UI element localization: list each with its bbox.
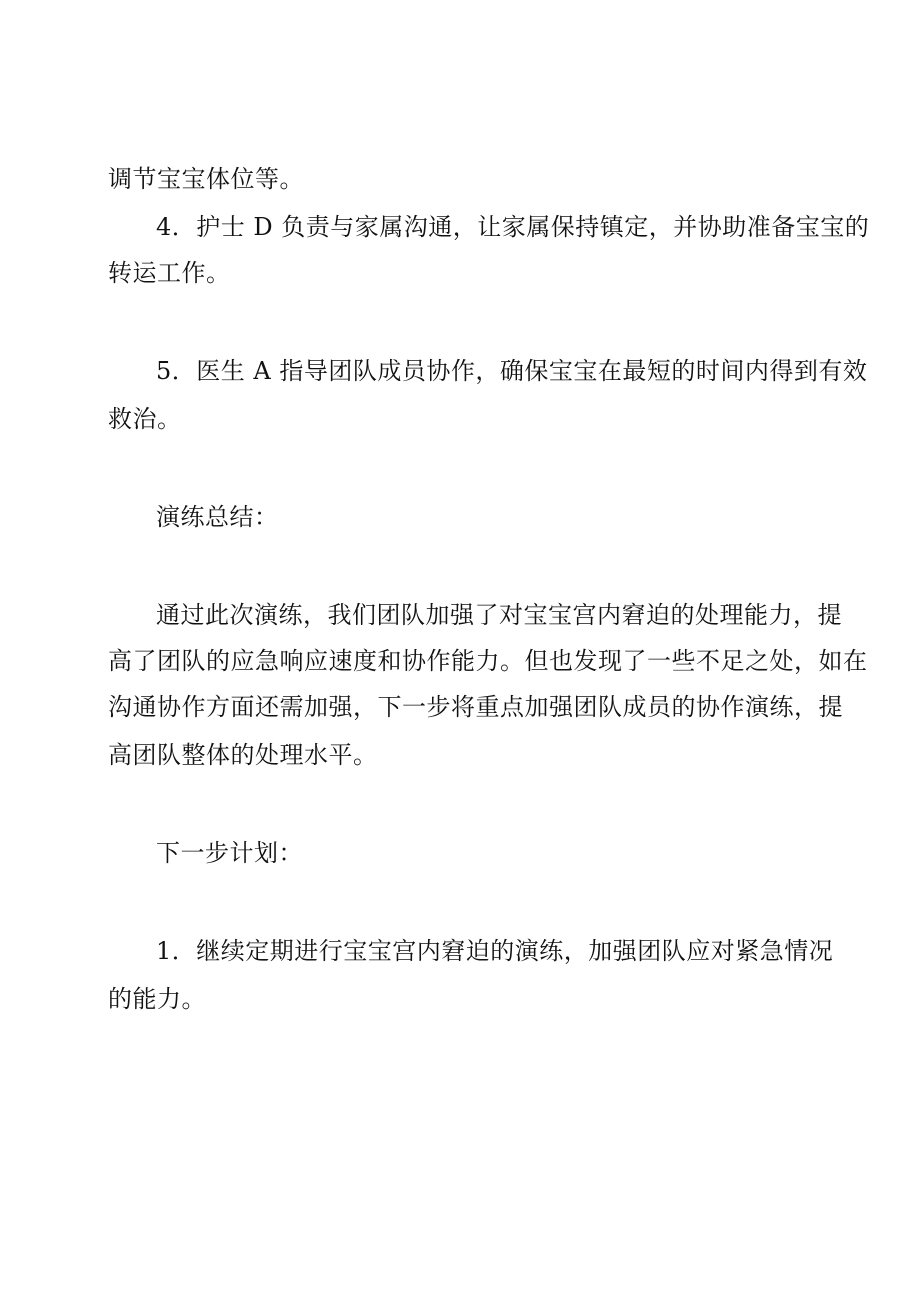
item-5-line-1 (156, 356, 867, 386)
summary-heading: 演练总结： (156, 503, 279, 531)
item-5-number: 5 (156, 357, 172, 385)
item-5-line-2: 救治。 (108, 405, 182, 433)
summary-body-line-3: 沟通协作方面还需加强，下一步将重点加强团队成员的协作演练，提 (108, 693, 843, 721)
item-4-line-2: 转运工作。 (108, 259, 231, 287)
summary-body-line-1: 通过此次演练，我们团队加强了对宝宝宫内窘迫的处理能力，提 (156, 601, 842, 629)
plan-item-1-text-1: ．继续定期进行宝宝宫内窘迫的演练，加强团队应对紧急情况 (171, 937, 834, 965)
summary-body-line-4: 高团队整体的处理水平。 (108, 741, 378, 769)
item-4-number: 4 (156, 213, 172, 241)
plan-item-1-line-2: 的能力。 (108, 985, 206, 1013)
item-5-text-1: ．医生 A 指导团队成员协作，确保宝宝在最短的时间内得到有效 (171, 357, 868, 385)
item-4-line-1 (156, 212, 869, 242)
continuation-line: 调节宝宝体位等。 (108, 165, 304, 193)
item-4-text-1: ．护士 D 负责与家属沟通，让家属保持镇定，并协助准备宝宝的 (171, 213, 870, 241)
next-plan-heading: 下一步计划： (156, 839, 303, 867)
plan-item-1-line-1 (156, 936, 833, 966)
plan-item-1-number: 1 (156, 937, 172, 965)
summary-body-line-2: 高了团队的应急响应速度和协作能力。但也发现了一些不足之处，如在 (108, 647, 868, 675)
